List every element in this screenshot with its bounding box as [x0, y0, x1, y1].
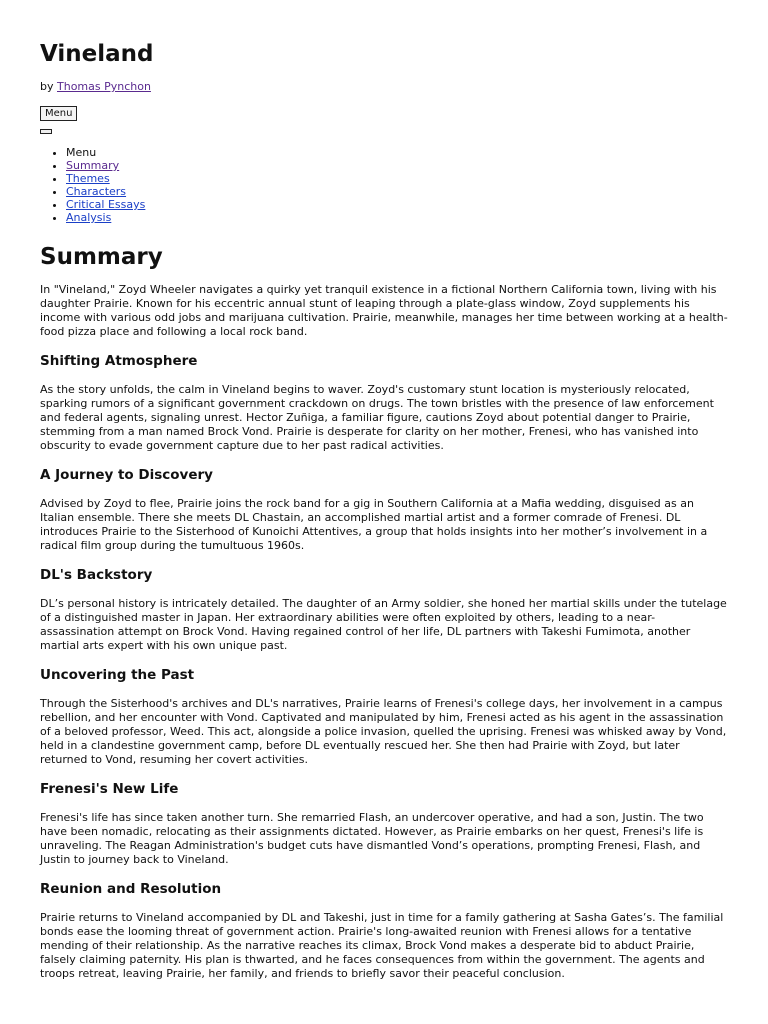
- section-heading: DL's Backstory: [40, 567, 153, 583]
- nav-link-themes[interactable]: Themes: [66, 172, 110, 185]
- menu-button[interactable]: Menu: [40, 106, 77, 121]
- menu-toggle-handle[interactable]: [40, 129, 52, 134]
- section-paragraph: Frenesi's life has since taken another turn. She remarried Flash, an undercover operative, and had a son, Justin. The two have been nomadic, relocating as their assignments dictated. However, as Prairie embarks on her quest, Frenesi's life is unraveling. The Reagan Administration's budget cuts have dismantled Vond’s operations, prompting Frenesi, Flash, and Justin to journey back to Vineland.: [40, 811, 704, 866]
- section-heading: Frenesi's New Life: [40, 781, 179, 797]
- author-link[interactable]: Thomas Pynchon: [57, 80, 151, 93]
- nav-item: [66, 198, 728, 211]
- nav-item: [66, 211, 728, 224]
- section-paragraph: Advised by Zoyd to flee, Prairie joins the rock band for a gig in Southern California at a Mafia wedding, disguised as an Italian ensemble. There she meets DL Chastain, an accomplished martial artist and a former comrade of Frenesi. DL introduces Prairie to the Sisterhood of Kunoichi Attentives, a group that holds insights into her mother’s involvement in a radical film group during the tumultuous 1960s.: [40, 497, 708, 552]
- intro-paragraph: In "Vineland," Zoyd Wheeler navigates a quirky yet tranquil existence in a fictional Northern California town, living with his daughter Prairie. Known for his eccentric annual stunt of leaping through a plate-glass window, Zoyd supplements his income with various odd jobs and marijuana cultivation. Prairie, meanwhile, manages her time between working at a health-food pizza place and following a local rock band.: [40, 283, 728, 338]
- section-title: Summary: [40, 244, 163, 270]
- section-heading: Uncovering the Past: [40, 667, 195, 683]
- section-paragraph: DL’s personal history is intricately detailed. The daughter of an Army soldier, she honed her martial skills under the tutelage of a distinguished master in Japan. Her extraordinary abilities were often exploited by others, leading to a near-assassination attempt on Brock Vond. Having regained control of her life, DL partners with Takeshi Fumimota, another martial arts expert with his own unique past.: [40, 597, 727, 652]
- section-paragraph: Through the Sisterhood's archives and DL's narratives, Prairie learns of Frenesi's college days, her involvement in a campus rebellion, and her encounter with Vond. Captivated and manipulated by him, Frenesi acted as his agent in the assassination of a beloved professor, Weed. This act, alongside a police invasion, quelled the uprising. Frenesi was whisked away by Vond, held in a clandestine government camp, before DL eventually rescued her. She then had Prairie with Zoyd, but later returned to Vond, resuming her covert activities.: [40, 697, 727, 766]
- section-heading: Shifting Atmosphere: [40, 353, 198, 369]
- book-title: Vineland: [40, 41, 154, 67]
- nav-link-summary[interactable]: Summary: [66, 159, 120, 172]
- nav-link-critical-essays[interactable]: Critical Essays: [66, 198, 146, 211]
- nav-link-characters[interactable]: Characters: [66, 185, 127, 198]
- section-paragraph: As the story unfolds, the calm in Vineland begins to waver. Zoyd's customary stunt location is mysteriously relocated, sparking rumors of a significant government crackdown on drugs. The town bristles with the presence of law enforcement and federal agents, signaling unrest. Hector Zuñiga, a familiar figure, cautions Zoyd about potential danger to Prairie, stemming from a man named Brock Vond. Prairie is desperate for clarity on her mother, Frenesi, who has vanished into obscurity to evade government capture due to her past radical activities.: [40, 383, 714, 452]
- nav-item: [66, 185, 728, 198]
- by-label: by: [40, 80, 54, 93]
- nav-list: [40, 146, 728, 224]
- byline: [40, 80, 728, 94]
- section-heading: Reunion and Resolution: [40, 881, 222, 897]
- nav-item: [66, 159, 728, 172]
- nav-item: [66, 172, 728, 185]
- section-heading: A Journey to Discovery: [40, 467, 213, 483]
- nav-heading: • Menu: [66, 146, 728, 159]
- nav-link-analysis[interactable]: Analysis: [66, 211, 112, 224]
- section-paragraph: Prairie returns to Vineland accompanied by DL and Takeshi, just in time for a family gathering at Sasha Gates’s. The familial bonds ease the looming threat of government action. Prairie's long-awaited reunion with Frenesi allows for a tentative mending of their relationship. As the narrative reaches its climax, Brock Vond makes a desperate bid to abduct Prairie, falsely claiming paternity. His plan is thwarted, and he faces consequences from within the government. The agents and troops retreat, leaving Prairie, her family, and friends to briefly savor their peaceful conclusion.: [40, 911, 724, 980]
